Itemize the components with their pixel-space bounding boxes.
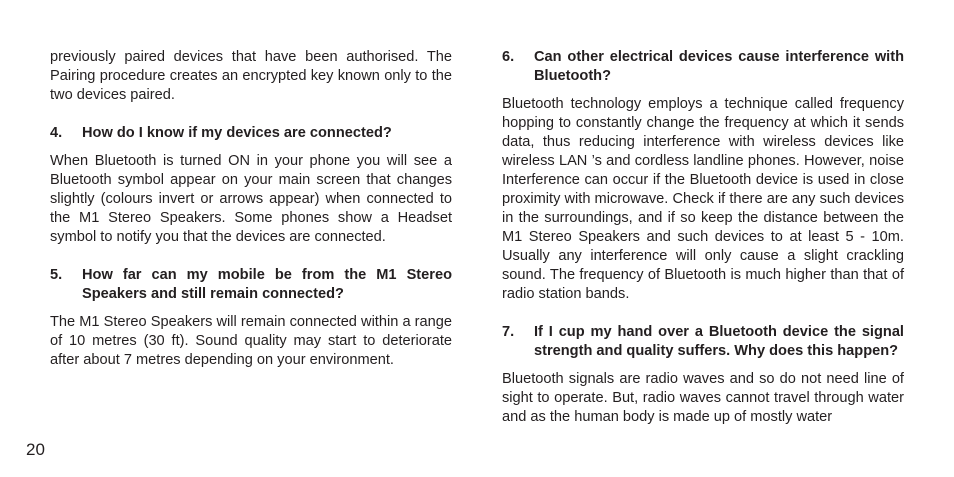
question-7-heading — [502, 323, 904, 361]
question-5-heading — [50, 266, 452, 304]
answer-4-paragraph: When Bluetooth is turned ON in your phone you will see a Bluetooth symbol appear on your main screen that changes slightly (colours invert or arrows appear) when connected to the M1 Stereo Speakers. Some phones show a Headset symbol to notify you that the devices are connected. — [50, 153, 452, 245]
question-4-heading — [50, 124, 452, 143]
question-7-text: If I cup my hand over a Bluetooth device the signal strength and quality suffers. Why does this happen? — [534, 324, 904, 359]
question-7-number: 7. — [502, 324, 515, 340]
intro-paragraph: previously paired devices that have been authorised. The Pairing procedure creates an encrypted key known only to the two devices paired. — [50, 49, 452, 103]
question-6-heading — [502, 48, 904, 86]
question-4-number: 4. — [50, 125, 63, 141]
answer-7-paragraph: Bluetooth signals are radio waves and so do not need line of sight to operate. But, radio waves cannot travel through water and as the human body is made up of mostly water — [502, 371, 904, 425]
question-6-text: Can other electrical devices cause interference with Bluetooth? — [534, 49, 904, 84]
answer-6-paragraph: Bluetooth technology employs a technique called frequency hopping to constantly change the frequency at which it sends data, thus reducing interference with wireless devices like wireless LAN ’s and cordless landline phones. However, noise Interference can occur if the Bluetooth device is used in close proximity with microwave. Check if there are any such devices in the surroundings, and if so keep the distance between the M1 Stereo Speakers and such devices to at least 5 - 10m. Usually any interference will only cause a slight crackling sound. The frequency of Bluetooth is much higher than that of radio station bands. — [502, 96, 904, 302]
question-6-number: 6. — [502, 49, 515, 65]
right-column — [502, 48, 904, 427]
question-4-text: How do I know if my devices are connected? — [82, 125, 392, 141]
answer-5-paragraph: The M1 Stereo Speakers will remain connected within a range of 10 metres (30 ft). Sound quality may start to deteriorate after about 7 metres depending on your environment. — [50, 314, 452, 368]
question-5-text: How far can my mobile be from the M1 Stereo Speakers and still remain connected? — [82, 267, 452, 302]
question-5-number: 5. — [50, 267, 63, 283]
left-column — [50, 48, 452, 370]
page-number: 20 — [26, 440, 45, 459]
